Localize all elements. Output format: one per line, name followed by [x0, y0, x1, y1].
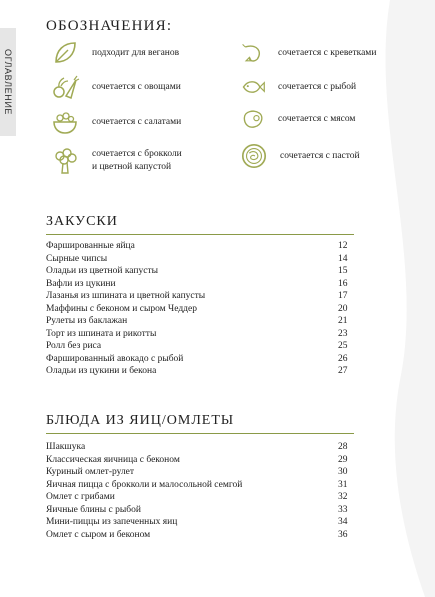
- toc-page-number: 14: [338, 253, 348, 264]
- toc-page-number: 17: [338, 291, 348, 301]
- side-tab-label: ОГЛАВЛЕНИЕ: [3, 48, 13, 116]
- legend-item-shrimp: [240, 40, 376, 66]
- section-divider: [46, 433, 354, 434]
- toc-row[interactable]: [46, 516, 356, 529]
- legend-label-vegan: подходит для веганов: [92, 47, 180, 58]
- toc-row[interactable]: [46, 240, 356, 253]
- toc-page-number: 30: [338, 467, 348, 477]
- section-title-eggs: БЛЮДА ИЗ ЯИЦ/ОМЛЕТЫ: [46, 413, 235, 428]
- toc-entry-title: Оладьи из цветной капусты: [46, 266, 158, 276]
- side-tab-contents[interactable]: [0, 28, 16, 136]
- legend-item-vegan: [50, 38, 179, 68]
- toc-row[interactable]: [46, 290, 356, 303]
- toc-row[interactable]: [46, 328, 356, 341]
- toc-row[interactable]: [46, 340, 356, 353]
- legend-label-pasta: сочетается с пастой: [280, 150, 360, 161]
- legend-label-salads: сочетается с салатами: [92, 116, 182, 127]
- legend-item-vegetables: [50, 72, 181, 102]
- steak-icon: [240, 106, 266, 132]
- toc-row[interactable]: [46, 303, 356, 316]
- toc-entry-title: Маффины с беконом и сыром Чеддер: [46, 303, 197, 314]
- legend-label-vegetables: сочетается с овощами: [92, 81, 181, 92]
- toc-list-eggs: [46, 441, 356, 541]
- toc-page-number: 20: [338, 303, 348, 314]
- toc-entry-title: Шакшука: [46, 442, 86, 452]
- legend-item-broccoli: [50, 146, 182, 176]
- shrimp-icon: [240, 40, 266, 66]
- toc-entry-title: Яичная пицца с брокколи и малосольной семгой: [46, 479, 243, 490]
- toc-entry-title: Омлет с сыром и беконом: [46, 529, 151, 540]
- toc-row[interactable]: [46, 466, 356, 479]
- toc-page-number: 25: [338, 341, 348, 351]
- toc-row[interactable]: [46, 278, 356, 291]
- section-title-snacks: ЗАКУСКИ: [46, 214, 118, 229]
- toc-entry-title: Оладьи из цукини и бекона: [46, 366, 157, 376]
- toc-entry-title: Омлет с грибами: [46, 492, 115, 502]
- toc-page-number: 34: [338, 517, 348, 527]
- toc-page-number: 27: [338, 366, 348, 376]
- legend-item-pasta: [240, 142, 360, 170]
- toc-entry-title: Фаршированный авокадо с рыбой: [46, 353, 184, 364]
- legend-label-meat: сочетается с мясом: [278, 113, 356, 124]
- toc-row[interactable]: [46, 454, 356, 467]
- legend-item-salads: [50, 107, 181, 137]
- legend-item-meat: [240, 106, 355, 132]
- toc-row[interactable]: [46, 353, 356, 366]
- toc-row[interactable]: [46, 265, 356, 278]
- toc-entry-title: Фаршированные яйца: [46, 241, 135, 251]
- vegetables-icon: [50, 72, 80, 102]
- toc-row[interactable]: [46, 529, 356, 542]
- toc-page-number: 31: [338, 479, 348, 490]
- legend-label-broccoli: сочетается с брокколи и цветной капустой: [92, 149, 182, 172]
- toc-page-number: 26: [338, 353, 348, 364]
- toc-page-number: 16: [338, 278, 348, 289]
- toc-page-number: 32: [338, 492, 348, 502]
- fish-icon: [240, 74, 266, 100]
- toc-page-number: 28: [338, 442, 348, 452]
- toc-entry-title: Сырные чипсы: [46, 253, 108, 264]
- toc-entry-title: Торт из шпината и рикотты: [46, 328, 157, 339]
- vegan-leaf-icon: [50, 38, 80, 68]
- toc-row[interactable]: [46, 253, 356, 266]
- toc-row[interactable]: [46, 315, 356, 328]
- toc-row[interactable]: [46, 504, 356, 517]
- toc-page-number: 36: [338, 529, 348, 540]
- toc-entry-title: Рулеты из баклажан: [46, 316, 128, 326]
- toc-page-number: 15: [338, 266, 348, 276]
- toc-list-snacks: [46, 240, 356, 378]
- toc-entry-title: Яичные блины с рыбой: [46, 504, 141, 515]
- toc-row[interactable]: [46, 491, 356, 504]
- legend-item-fish: [240, 74, 356, 100]
- toc-row[interactable]: [46, 365, 356, 378]
- toc-entry-title: Классическая яичница с беконом: [46, 454, 180, 465]
- toc-entry-title: Мини-пиццы из запеченных яиц: [46, 517, 178, 527]
- legend-label-shrimp: сочетается с креветками: [278, 47, 377, 58]
- salad-bowl-icon: [50, 107, 80, 137]
- legend-label-fish: сочетается с рыбой: [278, 81, 357, 92]
- toc-page-number: 12: [338, 241, 348, 251]
- toc-row[interactable]: [46, 441, 356, 454]
- toc-entry-title: Ролл без риса: [46, 341, 102, 351]
- legend-title: ОБОЗНАЧЕНИЯ:: [46, 18, 173, 34]
- toc-page-number: 33: [338, 504, 348, 515]
- toc-row[interactable]: [46, 479, 356, 492]
- broccoli-icon: [50, 146, 80, 176]
- toc-entry-title: Куриный омлет-рулет: [46, 467, 135, 477]
- toc-page-number: 21: [338, 316, 348, 326]
- toc-page-number: 29: [338, 454, 348, 465]
- toc-page-number: 23: [338, 328, 348, 339]
- toc-entry-title: Вафли из цукини: [46, 278, 116, 289]
- section-divider: [46, 234, 354, 235]
- toc-entry-title: Лазанья из шпината и цветной капусты: [46, 291, 206, 301]
- pasta-icon: [240, 142, 268, 170]
